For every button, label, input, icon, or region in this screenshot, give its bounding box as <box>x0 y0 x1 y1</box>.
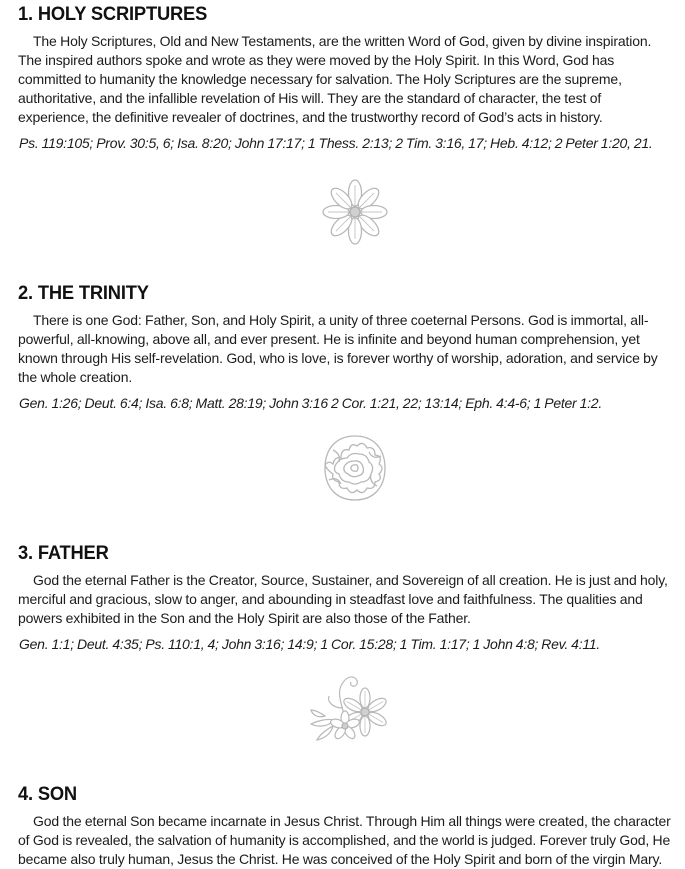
section-heading: 3. FATHER <box>18 542 109 564</box>
section-holy-scriptures <box>18 2 674 153</box>
scripture-references: Ps. 119:105; Prov. 30:5, 6; Isa. 8:20; John 17:17; 1 Thess. 2:13; 2 Tim. 3:16, 17; Heb. 4:12; 2 Peter 1:20, 21. <box>19 135 653 151</box>
section-body: God the eternal Son became incarnate in Jesus Christ. Through Him all things were created, the character of God is revealed, the salvation of humanity is accomplished, and the world is judged. Forever truly God, He became also truly human, Jesus the Christ. He was conceived of the Holy Spirit and born of the virgin Mary. <box>18 813 671 867</box>
section-body: God the eternal Father is the Creator, Source, Sustainer, and Sovereign of all creation. He is just and holy, merciful and gracious, slow to anger, and abounding in steadfast love and faithfulness. The qualities and powers exhibited in the Son and the Holy Spirit are also those of the Father. <box>18 572 668 626</box>
section-body: There is one God: Father, Son, and Holy Spirit, a unity of three coeternal Persons. God is immortal, all-powerful, all-knowing, above all, and ever present. He is infinite and beyond human comprehension, yet known through His self-revelation. God, who is love, is forever worthy of worship, adoration, and service by the whole creation. <box>18 312 658 385</box>
scripture-references: Gen. 1:1; Deut. 4:35; Ps. 110:1, 4; John 3:16; 14:9; 1 Cor. 15:28; 1 Tim. 1:17; 1 John 4:8; Rev. 4:11. <box>19 636 601 652</box>
section-body: The Holy Scriptures, Old and New Testaments, are the written Word of God, given by divine inspiration. The inspired authors spoke and wrote as they were moved by the Holy Spirit. In this Word, God has committed to humanity the knowledge necessary for salvation. The Holy Scriptures are the supreme, authoritative, and the infallible revelation of His will. They are the standard of character, the test of experience, the definitive revealer of doctrines, and the trustworthy record of God’s acts in history. <box>18 33 652 125</box>
section-trinity <box>18 281 674 413</box>
section-heading: 4. SON <box>18 783 77 805</box>
section-son <box>18 782 674 869</box>
scripture-references: Gen. 1:26; Deut. 6:4; Isa. 6:8; Matt. 28:19; John 3:16 2 Cor. 1:21, 22; 13:14; Eph. 4:4-6; 1 Peter 1:2. <box>19 395 602 411</box>
section-father <box>18 541 674 654</box>
daisy-flower-icon <box>321 178 389 246</box>
section-heading: 2. THE TRINITY <box>18 282 149 304</box>
floral-sprig-icon <box>305 668 399 748</box>
rose-flower-icon <box>322 434 388 502</box>
section-heading: 1. HOLY SCRIPTURES <box>18 3 208 25</box>
